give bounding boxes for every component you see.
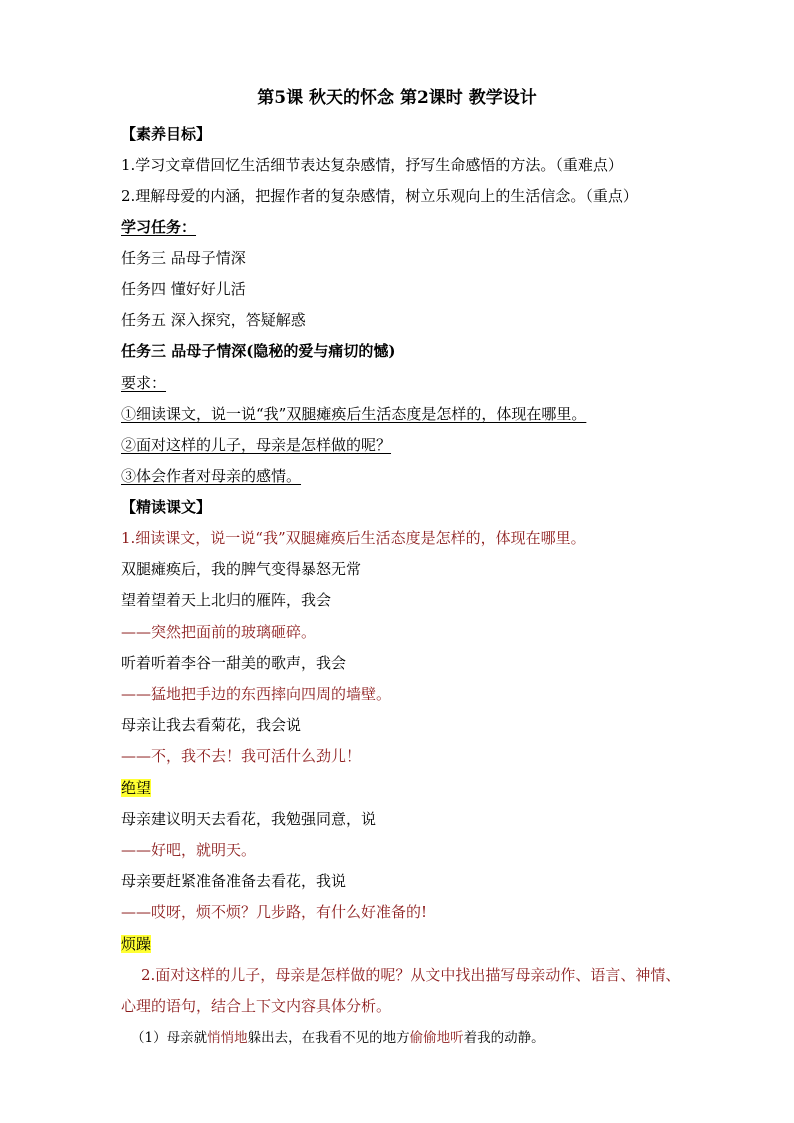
tag-despair	[121, 778, 151, 798]
text-line: 母亲让我去看菊花，我会说	[121, 716, 302, 734]
requirement-item-3: ③体会作者对母亲的感情。	[121, 467, 302, 485]
quote-1-mid: 躲出去，在我看不见的地方	[247, 1030, 410, 1046]
question-2-line-1: 2.面对这样的儿子，母亲是怎样做的呢？从文中找出描写母亲动作、语言、神情、	[141, 966, 681, 984]
section-goals-heading: 【素养目标】	[121, 125, 212, 143]
page-title: 第5课 秋天的怀念 第2课时 教学设计	[257, 88, 537, 108]
quote-1-prefix: （1）母亲就	[131, 1030, 208, 1046]
text-line: 双腿瘫痪后，我的脾气变得暴怒无常	[121, 560, 362, 578]
goal-item-2: 2.理解母爱的内涵，把握作者的复杂感情，树立乐观向上的生活信念。（重点）	[121, 187, 638, 205]
text-line: ——突然把面前的玻璃砸碎。	[121, 623, 317, 641]
tasks-heading: 学习任务：	[121, 218, 197, 236]
tag-irritable-text: 烦躁	[121, 935, 152, 953]
task-item-4: 任务四 懂好好儿活	[121, 280, 246, 298]
hidden-q2-full	[0, 0, 1, 1]
text-line: 听着听着李谷一甜美的歌声，我会	[121, 654, 347, 672]
quote-1-red-1: 悄悄地	[207, 1030, 248, 1046]
quote-1-red-2: 偷偷地听	[409, 1030, 464, 1046]
text-line: 望着望着天上北归的雁阵，我会	[121, 591, 332, 609]
task-item-5: 任务五 深入探究，答疑解惑	[121, 311, 306, 329]
quote-1-suffix: 着我的动静。	[463, 1030, 545, 1046]
tag-despair-text: 绝望	[121, 779, 152, 797]
text-line: ——不，我不去！我可活什么劲儿！	[121, 747, 362, 765]
task3-heading: 任务三 品母子情深(隐秘的爱与痛切的憾)	[121, 342, 396, 360]
requirement-item-1: ①细读课文，说一说“我”双腿瘫痪后生活态度是怎样的，体现在哪里。	[121, 405, 587, 423]
text-line: 母亲要赶紧准备准备去看花，我说	[121, 872, 347, 890]
text-line: ——猛地把手边的东西摔向四周的墙壁。	[121, 685, 392, 703]
question-2-line-2: 心理的语句，结合上下文内容具体分析。	[121, 997, 392, 1015]
question-1: 1.细读课文，说一说“我”双腿瘫痪后生活态度是怎样的，体现在哪里。	[121, 529, 586, 547]
task-item-3: 任务三 品母子情深	[121, 249, 246, 267]
requirement-item-2: ②面对这样的儿子，母亲是怎样做的呢？	[121, 436, 392, 454]
text-line: ——哎呀，烦不烦？几步路，有什么好准备的!	[121, 903, 428, 921]
quote-1	[131, 1028, 545, 1048]
text-line: 母亲建议明天去看花，我勉强同意，说	[121, 810, 377, 828]
requirements-label: 要求：	[121, 374, 167, 392]
goal-item-1: 1.学习文章借回忆生活细节表达复杂感情，抒写生命感悟的方法。（重难点）	[121, 156, 623, 174]
tag-irritable	[121, 934, 151, 954]
text-line: ——好吧，就明天。	[121, 841, 257, 859]
section-read-heading: 【精读课文】	[121, 498, 212, 516]
